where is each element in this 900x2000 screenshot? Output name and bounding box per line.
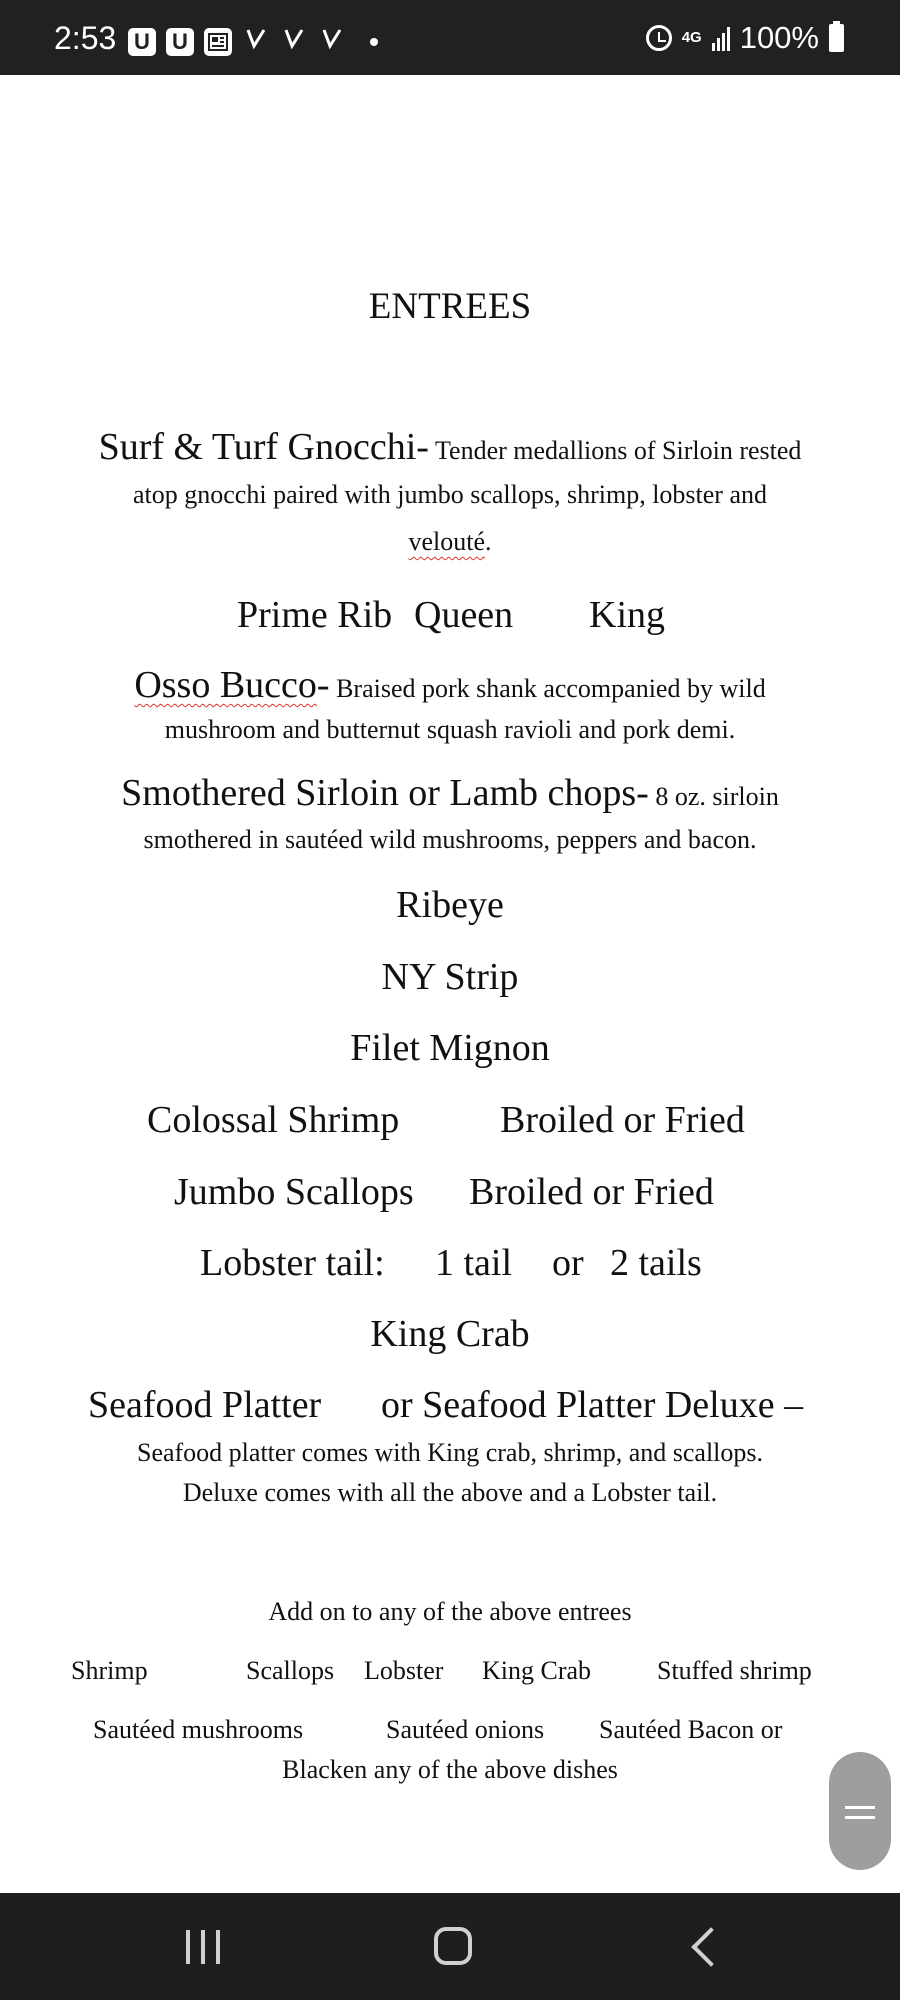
lobster-tail-two: 2 tails (610, 1242, 702, 1284)
status-bar (0, 0, 900, 75)
spellcheck-word: velouté (408, 527, 486, 556)
addons-title: Add on to any of the above entrees (268, 1597, 632, 1626)
status-time: 2:53 (54, 20, 117, 56)
prime-rib-name: Prime Rib (237, 594, 393, 636)
lobster-tail-one: 1 tail (435, 1242, 513, 1284)
addon-item: Lobster (364, 1656, 444, 1685)
item-description-line: mushroom and butternut squash ravioli and pork demi. (164, 715, 736, 744)
addon-item: Stuffed shrimp (657, 1656, 812, 1685)
item-title-dash: - (316, 664, 330, 706)
voicemail-icon (318, 26, 346, 57)
u-app-icon: U (128, 28, 156, 56)
addon-item: Scallops (246, 1656, 335, 1685)
item-title: Osso Bucco (134, 664, 317, 706)
lobster-tail-or: or (552, 1242, 584, 1284)
jumbo-scallops-name: Jumbo Scallops (174, 1171, 414, 1213)
filet-mignon-item: Filet Mignon (350, 1027, 550, 1069)
item-description-line (0, 527, 900, 557)
home-button[interactable] (434, 1927, 472, 1965)
seafood-platter-deluxe-name: or Seafood Platter Deluxe – (381, 1384, 804, 1426)
prime-rib-king: King (589, 594, 665, 636)
surf-turf-item (0, 425, 900, 469)
king-crab-item: King Crab (370, 1313, 530, 1355)
item-description-line: atop gnocchi paired with jumbo scallops, shrimp, lobster and (133, 480, 767, 509)
status-right (646, 20, 844, 56)
recent-apps-button[interactable] (186, 1930, 220, 1964)
item-title: Surf & Turf Gnocchi- (98, 426, 429, 468)
news-icon (204, 28, 232, 56)
item-description: Braised pork shank accompanied by wild (329, 674, 766, 703)
addon-blacken: Blacken any of the above dishes (282, 1755, 618, 1784)
ribeye-item: Ribeye (396, 884, 504, 926)
u-app-icon: U (166, 28, 194, 56)
prime-rib-queen: Queen (414, 594, 514, 636)
period: . (485, 527, 492, 556)
addon-item: King Crab (482, 1656, 592, 1685)
item-title: Smothered Sirloin or Lamb chops- (121, 772, 649, 814)
jumbo-scallops-option: Broiled or Fried (469, 1171, 714, 1213)
item-description: 8 oz. sirloin (648, 782, 779, 811)
addon-item: Sautéed Bacon or (599, 1715, 783, 1744)
network-type-icon: 4G (681, 29, 702, 46)
battery-percent: 100% (739, 20, 819, 55)
signal-icon (712, 25, 730, 51)
ny-strip-item: NY Strip (381, 956, 519, 998)
page-title: ENTREES (368, 286, 532, 327)
item-description-line: smothered in sautéed wild mushrooms, peppers and bacon. (143, 825, 757, 854)
osso-bucco-item (0, 663, 900, 707)
back-button[interactable] (691, 1927, 731, 1967)
navigation-bar (0, 1893, 900, 2000)
lobster-tail-name: Lobster tail: (200, 1242, 385, 1284)
menu-document (0, 75, 900, 1893)
voicemail-icon (280, 26, 308, 57)
addon-item: Shrimp (71, 1656, 148, 1685)
item-description: Tender medallions of Sirloin rested (428, 436, 802, 465)
smothered-item (0, 771, 900, 815)
addon-item: Sautéed onions (386, 1715, 545, 1744)
seafood-platter-name: Seafood Platter (88, 1384, 322, 1426)
colossal-shrimp-name: Colossal Shrimp (147, 1099, 400, 1141)
item-description-line: Deluxe comes with all the above and a Lobster tail. (182, 1478, 718, 1507)
item-description-line: Seafood platter comes with King crab, shrimp, and scallops. (136, 1438, 764, 1467)
fast-scroll-handle[interactable] (829, 1752, 891, 1870)
alarm-icon (646, 25, 672, 51)
voicemail-icon (242, 26, 270, 57)
battery-icon (829, 24, 844, 52)
more-notifications-dot-icon (370, 38, 378, 46)
colossal-shrimp-option: Broiled or Fried (500, 1099, 745, 1141)
notification-icons (128, 26, 378, 57)
addon-item: Sautéed mushrooms (93, 1715, 304, 1744)
